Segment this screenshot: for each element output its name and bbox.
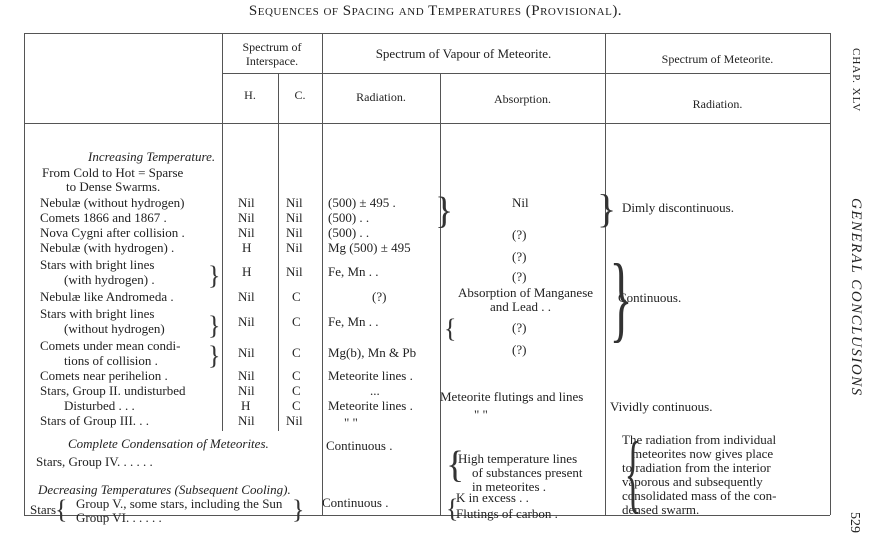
brace: {	[444, 314, 457, 343]
col-c-cell: C	[292, 345, 301, 360]
col-objects-cell: Comets under mean condi-	[40, 338, 181, 353]
col-h-cell: Nil	[238, 368, 255, 383]
col-absorption-cell: K in excess . .	[456, 490, 529, 505]
header-h: H.	[244, 88, 256, 102]
header-vapour: Spectrum of Vapour of Meteorite.	[375, 46, 552, 61]
col-objects-cell: Stars, Group IV. . . . . .	[36, 454, 153, 469]
col-radiation-cell: (500) ± 495 .	[328, 195, 396, 210]
col-objects-cell: Disturbed . . .	[64, 398, 135, 413]
col-divider-radiation	[440, 73, 441, 515]
col-radiation-cell: Continuous .	[326, 438, 393, 453]
col-h-cell: Nil	[238, 195, 255, 210]
col-divider-hc	[278, 73, 279, 431]
col-h-cell: Nil	[238, 383, 255, 398]
brace: {	[624, 425, 642, 522]
col-objects-cell: Group V., some stars, including the Sun	[76, 496, 283, 511]
col-met-radiation-cell: consolidated mass of the con-	[622, 488, 777, 503]
col-objects-cell: Complete Condensation of Meteorites.	[68, 436, 269, 451]
col-radiation-cell: Meteorite lines .	[328, 368, 413, 383]
col-objects-cell: Nova Cygni after collision .	[40, 225, 185, 240]
col-objects-cell: Stars with bright lines	[40, 306, 155, 321]
col-c-cell: C	[292, 314, 301, 329]
col-radiation-cell: (500) . .	[328, 225, 370, 240]
right-border	[830, 33, 831, 515]
col-objects-cell: Decreasing Temperatures (Subsequent Cooling).	[38, 482, 291, 497]
col-radiation-cell: Mg (500) ± 495	[328, 240, 411, 255]
col-objects-cell: (with hydrogen) .	[64, 272, 155, 287]
left-border	[24, 33, 25, 515]
col-met-radiation-cell: Vividly continuous.	[610, 399, 713, 414]
col-absorption-cell: Nil	[512, 195, 529, 210]
col-radiation-cell: Meteorite lines .	[328, 398, 413, 413]
col-objects-cell: Increasing Temperature.	[88, 149, 216, 164]
col-met-radiation-cell: to radiation from the interior	[622, 460, 771, 475]
brace: }	[292, 495, 305, 524]
col-h-cell: H	[242, 240, 252, 255]
header-met-radiation: Radiation.	[692, 97, 743, 111]
col-absorption-cell: of substances present	[472, 465, 583, 480]
brace: }	[609, 244, 633, 351]
col-objects-cell: Stars, Group II. undisturbed	[40, 383, 186, 398]
col-absorption-cell: High temperature lines	[458, 451, 578, 466]
col-objects-cell: Stars of Group III. . .	[40, 413, 150, 428]
col-c-cell: C	[292, 368, 301, 383]
header-meteorite: Spectrum of Meteorite.	[661, 52, 774, 66]
col-h-cell: Nil	[238, 345, 255, 360]
subheader-rule	[222, 73, 830, 74]
col-radiation-cell: Fe, Mn . .	[328, 314, 379, 329]
col-objects-cell: Nebulæ (with hydrogen) .	[40, 240, 175, 255]
header-rule	[24, 123, 830, 124]
col-absorption-cell: (?)	[512, 269, 527, 284]
col-c-cell: Nil	[286, 413, 303, 428]
col-radiation-cell: " "	[344, 415, 358, 430]
header-radiation: Radiation.	[356, 90, 406, 104]
page-title: Sequences of Spacing and Temperatures (Provisional).	[248, 3, 623, 19]
col-absorption-cell: (?)	[512, 342, 527, 357]
col-absorption-cell: " "	[474, 407, 488, 422]
col-objects-cell: Stars	[30, 502, 56, 517]
col-absorption-cell: Absorption of Manganese	[458, 285, 594, 300]
col-radiation-cell: Continuous .	[322, 495, 389, 510]
header-c: C.	[294, 88, 306, 102]
col-h-cell: H	[241, 398, 251, 413]
col-h-cell: Nil	[238, 314, 255, 329]
col-absorption-cell: Meteorite flutings and lines	[440, 389, 584, 404]
brace: {	[446, 494, 459, 523]
brace: }	[597, 186, 617, 231]
col-h-cell: Nil	[238, 225, 255, 240]
col-radiation-cell: ...	[370, 383, 380, 398]
col-absorption-cell: and Lead . .	[490, 299, 552, 314]
chapter-label: CHAP. XLV	[850, 48, 862, 113]
col-objects-cell: (without hydrogen)	[64, 321, 165, 336]
col-objects-cell: Stars with bright lines	[40, 257, 155, 272]
col-objects-cell: Nebulæ (without hydrogen)	[40, 195, 185, 210]
col-radiation-cell: Fe, Mn . .	[328, 264, 379, 279]
col-met-radiation-cell: The radiation from individual	[622, 432, 777, 447]
header-absorption: Absorption.	[494, 92, 551, 106]
col-divider-interspace	[322, 33, 323, 515]
col-absorption-cell: in meteorites .	[472, 479, 547, 494]
col-c-cell: Nil	[286, 195, 303, 210]
brace: }	[208, 311, 221, 340]
col-radiation-cell: (?)	[372, 289, 387, 304]
col-c-cell: C	[292, 289, 301, 304]
col-c-cell: C	[292, 398, 301, 413]
col-c-cell: Nil	[286, 225, 303, 240]
col-absorption-cell: (?)	[512, 249, 527, 264]
brace: }	[208, 261, 221, 290]
col-objects-cell: From Cold to Hot = Sparse	[42, 165, 184, 180]
brace: }	[208, 341, 221, 370]
col-met-radiation-cell: meteorites now gives place	[632, 446, 774, 461]
col-met-radiation-cell: Continuous.	[618, 290, 682, 305]
col-radiation-cell: Mg(b), Mn & Pb	[328, 345, 417, 360]
col-absorption-cell: (?)	[512, 227, 527, 242]
col-objects-cell: Group VI. . . . . .	[76, 510, 162, 525]
header-interspace: Spectrum of Interspace.	[242, 40, 302, 68]
col-objects-cell: to Dense Swarms.	[66, 179, 161, 194]
brace: }	[435, 190, 454, 232]
col-c-cell: Nil	[286, 210, 303, 225]
col-h-cell: Nil	[238, 413, 255, 428]
col-objects-cell: tions of collision .	[64, 353, 158, 368]
col-c-cell: Nil	[286, 264, 303, 279]
col-met-radiation-cell: Dimly discontinuous.	[622, 200, 734, 215]
col-objects-cell: Comets near perihelion .	[40, 368, 168, 383]
col-c-cell: Nil	[286, 240, 303, 255]
col-h-cell: Nil	[238, 289, 255, 304]
col-met-radiation-cell: vaporous and subsequently	[622, 474, 763, 489]
col-objects-cell: Comets 1866 and 1867 .	[40, 210, 167, 225]
col-h-cell: H	[242, 264, 252, 279]
col-absorption-cell: (?)	[512, 320, 527, 335]
col-c-cell: C	[292, 383, 301, 398]
page-number: 529	[847, 512, 862, 533]
brace: {	[446, 444, 465, 486]
running-head: GENERAL CONCLUSIONS	[848, 198, 864, 397]
table-top-rule	[24, 33, 830, 34]
col-objects-cell: Nebulæ like Andromeda .	[40, 289, 174, 304]
col-met-radiation-cell: densed swarm.	[622, 502, 700, 517]
col-radiation-cell: (500) . .	[328, 210, 370, 225]
col-absorption-cell: Flutings of carbon .	[456, 506, 558, 521]
brace: {	[55, 495, 68, 524]
col-h-cell: Nil	[238, 210, 255, 225]
